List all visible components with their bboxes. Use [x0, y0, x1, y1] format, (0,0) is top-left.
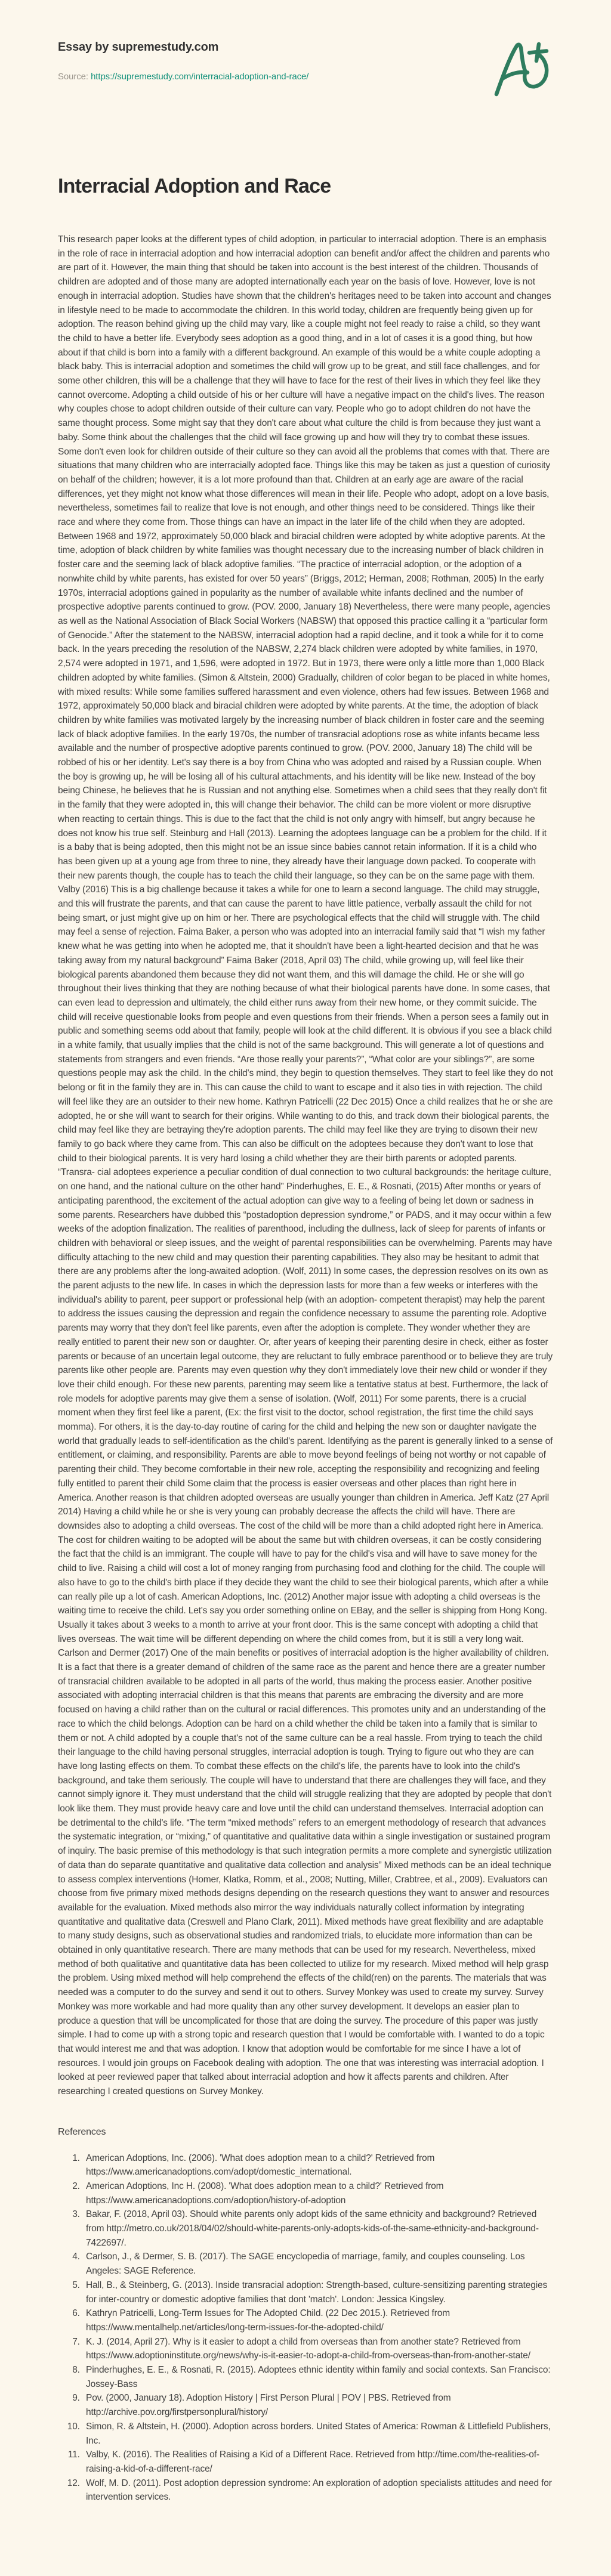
source-line: [58, 72, 553, 82]
source-url-link[interactable]: https://supremestudy.com/interracial-adoption-and-race/: [91, 72, 309, 82]
reference-item: 10. Simon, R. & Altstein, H. (2000). Adoption across borders. United States of America: Rowman & Littlefield Publishers, Inc.: [82, 2420, 553, 2448]
reference-item: 3. Bakar, F. (2018, April 03). Should white parents only adopt kids of the same ethnicity and background? Retrieved from http://metro.co.uk/2018/04/02/should-white-parents-only-adopts-kids-of-the-same-ethnicity-and-background-7422697/.: [82, 2207, 553, 2250]
reference-item: 11. Valby, K. (2016). The Realities of Raising a Kid of a Different Race. Retrieved from http://time.com/the-realities-of-raising-a-kid-of-a-different-race/: [82, 2448, 553, 2476]
page-header: [58, 0, 553, 82]
reference-item: 9. Pov. (2000, January 18). Adoption History | First Person Plural | POV | PBS. Retrieved from http://archive.pov.org/firstpersonplural/history/: [82, 2391, 553, 2419]
reference-item: 12. Wolf, M. D. (2011). Post adoption depression syndrome: An exploration of adoption specialists attitudes and need for intervention services.: [82, 2476, 553, 2504]
site-title: Essay by supremestudy.com: [58, 41, 219, 54]
references-heading: References: [58, 2126, 106, 2137]
reference-item: 5. Hall, B., & Steinberg, G. (2013). Inside transracial adoption: Strength-based, culture-sensitizing parenting strategies for inter-country or domestic adoptive families that dont 'match'. London: Jessica Kingsley.: [82, 2278, 553, 2306]
reference-item: 2. American Adoptions, Inc H. (2008). 'What does adoption mean to a child?' Retrieved from https://www.americanadoptions.com/adoption/history-of-adoption: [82, 2179, 553, 2207]
reference-item: 6. Kathryn Patricelli, Long-Term Issues for The Adopted Child. (22 Dec 2015.). Retrieved from https://www.mentalhelp.net/articles/long-term-issues-for-the-adopted-child/: [82, 2306, 553, 2334]
article-body: This research paper looks at the different types of child adoption, in particular to interracial adoption. There is an emphasis in the role of race in interracial adoption and how interracial adoption can benefit and/or affect the children and parents who are part of it. However, the main thing that should be taken into account is the best interest of the children. Thousands of children are adopted and of those many are adopted internationally each year on the basis of love. However, love is not enough in interracial adoption. Studies have shown that the children's heritages need to be taken into account and changes in lifestyle need to be made to accommodate the children. In this world today, children are frequently being given up for adoption. The reason behind giving up the child may vary, like a couple might not feel ready to raise a child, so they want the child to have a better life. Everybody sees adoption as a good thing, and in a lot of cases it is a good thing, but how about if that child is born into a family with a different background. An example of this would be a white couple adopting a black baby. This is interracial adoption and sometimes the child will grow up to be great, and still face challenges, and for some other children, this will be a challenge that they will have to face for the rest of their lives in which they feel like they cannot overcome. Adopting a child outside of his or her culture will have a negative impact on the child's lives. The reason why couples chose to adopt children outside of their culture can vary. People who go to adopt children do not have the same thought process. Some might say that they don't care about what culture the child is from because they just want a baby. Some think about the challenges that the child will face growing up and how will they try to combat these issues. Some don't even look for children outside of their culture so they can avoid all the problems that comes with that. There are situations that many children who are interracially adopted face. Things like this may be taken as just a question of curiosity on behalf of the children; however, it is a lot more profound than that. Children at an early age are aware of the racial differences, yet they might not know what those differences will mean in their life. People who adopt, adopt on a love basis, nevertheless, sometimes fail to realize that love is not enough, and other things need to be considered. Things like their race and where they come from. Those things can have an impact in the later life of the child when they are adopted. Between 1968 and 1972, approximately 50,000 black and biracial children were adopted by white adoptive parents. At the time, adoption of black children by white families was thought necessary due to the increasing number of black children in foster care and the seeming lack of black adoptive families. “The practice of interracial adoption, or the adoption of a nonwhite child by white parents, has existed for over 50 years” (Briggs, 2012; Herman, 2008; Rothman, 2005) In the early 1970s, interracial adoptions gained in popularity as the number of available white infants declined and the number of prospective adoptive parents continued to grow. (POV. 2000, January 18) Nevertheless, there were many people, agencies as well as the National Association of Black Social Workers (NABSW) that opposed this practice calling it a “particular form of Genocide.” After the statement to the NABSW, interracial adoption had a rapid decline, and it took a while for it to come back. In the years preceding the resolution of the NABSW, 2,274 black children were adopted by white families, in 1970, 2,574 were adopted in 1971, and 1,596, were adopted in 1972. But in 1973, there were only a little more than 1,000 Black children adopted by white families. (Simon & Altstein, 2000) Gradually, children of color began to be placed in white homes, with mixed results: While some families suffered harassment and even violence, others had few issues. Between 1968 and 1972, approximately 50,000 black and biracial children were adopted by white parents. At the time, the adoption of black children by white families was motivated largely by the increasing number of black children in foster care and the seeming lack of black adoptive families. In the early 1970s, the number of transracial adoptions rose as white infants became less available and the number of prospective adoptive parents continued to grow. (POV. 2000, January 18) The child will be robbed of his or her identity. Let's say there is a boy from China who was adopted and raised by a Russian couple. When the boy is growing up, he will be losing all of his cultural attachments, and his identity will be like new. Instead of the boy being Chinese, he believes that he is Russian and not anything else. Sometimes when a child sees that they really don't fit in the family that they were adopted in, this will change their behavior. The child can be more violent or more disruptive when reacting to certain things. This is due to the fact that the child is not only angry with himself, but angry because he does not know his true self. Steinburg and Hall (2013). Learning the adoptees language can be a problem for the child. If it is a baby that is being adopted, then this might not be an issue since babies cannot retain information. If it is a child who has been given up at a young age from three to nine, they already have their language down packed. To cooperate with their new parents though, the couple has to teach the child their language, so they can be on the same page with them. Valby (2016) This is a big challenge because it takes a while for one to learn a second language. The child may struggle, and this will frustrate the parents, and that can cause the parent to have little patience, verbally assault the child for not being smart, or just might give up on him or her. There are psychological effects that the child will struggle with. The child may feel a sense of rejection. Faima Baker, a person who was adopted into an interracial family said that “I wish my father knew what he was getting into when he adopted me, that it shouldn't have been a light-hearted decision and that he was taking away from my natural background” Faima Baker (2018, April 03) The child, while growing up, will feel like their biological parents abandoned them because they did not want them, and this will damage the child. He or she will go throughout their lives thinking that they are nothing because of what their biological parents have done. In some cases, that can even lead to depression and ultimately, the child either runs away from their new home, or they commit suicide. The child will receive questionable looks from people and even questions from their friends. When a person sees a family out in public and something seems odd about that family, people will look at the child different. It is obvious if you see a black child in a white family, that usually implies that the child is not of the same background. This will generate a lot of questions and statements from strangers and even friends. “Are those really your parents?”, “What color are your siblings?”, are some questions people may ask the child. In the child's mind, they begin to question themselves. They start to feel like they do not belong or fit in the family they are in. This can cause the child to want to escape and it also ties in with rejection. The child will feel like they are an outsider to their new home. Kathryn Patricelli (22 Dec 2015) Once a child realizes that he or she are adopted, he or she will want to search for their origins. While wanting to do this, and track down their biological parents, the child may feel like they are betraying they're adoption parents. The child may feel like they are trying to disown their new family to go back where they came from. This can also be difficult on the adoptees because they don't want to lose that child to their biological parents. It is very hard losing a child whether they are their birth parents or adopted parents. “Transra- cial adoptees experience a peculiar condition of dual connection to two cultural backgrounds: the heritage culture, on one hand, and the national culture on the other hand” Pinderhughes, E. E., & Rosnati, (2015) After months or years of anticipating parenthood, the excitement of the actual adoption can give way to a feeling of being let down or sadness in some parents. Researchers have dubbed this “postadoption depression syndrome,” or PADS, and it may occur within a few weeks of the adoption finalization. The realities of parenthood, including the dullness, lack of sleep for parents of infants or children with behavioral or sleep issues, and the weight of parental responsibilities can be overwhelming. Parents may have difficulty attaching to the new child and may question their parenting capabilities. They also may be hesitant to admit that there are any problems after the long-awaited adoption. (Wolf, 2011) In some cases, the depression resolves on its own as the parent adjusts to the new life. In cases in which the depression lasts for more than a few weeks or interferes with the individual's ability to parent, peer support or professional help (with an adoption- competent therapist) may help the parent to address the issues causing the depression and regain the confidence necessary to assume the parenting role. Adoptive parents may worry that they don't feel like parents, even after the adoption is complete. They wonder whether they are really entitled to parent their new son or daughter. Or, after years of keeping their parenting desire in check, either as foster parents or because of an uncertain legal outcome, they are reluctant to fully embrace parenthood or to believe they are truly parents like other people are. Parents may even question why they don't immediately love their new child or wonder if they love their child enough. For these new parents, parenting may seem like a tentative status at best. Furthermore, the lack of role models for adoptive parents may give them a sense of isolation. (Wolf, 2011) For some parents, there is a crucial moment when they first feel like a parent, (Ex: the first visit to the doctor, school registration, the first time the child says momma). For others, it is the day-to-day routine of caring for the child and helping the new son or daughter navigate the world that gradually leads to self-identification as the child's parent. Identifying as the parent is generally linked to a sense of entitlement, or claiming, and responsibility. Parents are able to move beyond feelings of being not worthy or not capable of parenting their child. They become comfortable in their new role, accepting the responsibility and recognizing and feeling fully entitled to parent their child Some claim that the process is easier overseas and other places than right here in America. Another reason is that children adopted overseas are usually younger than children in America. Jeff Katz (27 April 2014) Having a child while he or she is very young can probably decrease the affects the child will have. There are downsides also to adopting a child overseas. The cost of the child will be more than a child adopted right here in America. The cost for children waiting to be adopted will be about the same but with children overseas, it can be costly considering the fact that the child is an immigrant. The couple will have to pay for the child's visa and will have to save money for the child to live. Raising a child will cost a lot of money ranging from purchasing food and clothing for the child. The couple will also have to go to the child's birth place if they decide they want the child to see their biological parents, which after a while can really pile up a lot of cash. American Adoptions, Inc. (2012) Another major issue with adopting a child overseas is the waiting time to receive the child. Let's say you order something online on EBay, and the seller is shipping from Hong Kong. Usually it takes about 3 weeks to a month to arrive at your front door. This is the same concept with adopting a child that lives overseas. The wait time will be different depending on where the child comes from, but it is still a very long wait. Carlson and Dermer (2017) One of the main benefits or positives of interracial adoption is the higher availability of children. It is a fact that there is a greater demand of children of the same race as the parent and hence there are a greater number of transracial children available to be adopted in all parts of the world, thus making the process easier. Another positive associated with adopting interracial children is that this means that parents are embracing the diversity and are more focused on having a child rather than on the cultural or racial differences. This promotes unity and an understanding of the race to which the child belongs. Adoption can be hard on a child whether the child be taken into a family that is similar to them or not. A child adopted by a couple that's not of the same culture can be a real hassle. From trying to teach the child their language to the child having personal struggles, interracial adoption is tough. Trying to figure out who they are can have long lasting effects on them. To combat these effects on the child's life, the parents have to look into the child's background, and take them seriously. The couple will have to understand that there are challenges they will face, and they cannot simply ignore it. They must understand that the child will struggle realizing that they are adopted by people that don't look like them. They must provide heavy care and love until the child can understand themselves. Interracial adoption can be detrimental to the child's life. “The term “mixed methods” refers to an emergent methodology of research that advances the systematic integration, or “mixing,” of quantitative and qualitative data within a single investigation or sustained program of inquiry. The basic premise of this methodology is that such integration permits a more complete and synergistic utilization of data than do separate quantitative and qualitative data collection and analysis” Mixed methods can be an ideal technique to assess complex interventions (Homer, Klatka, Romm, et al., 2008; Nutting, Miller, Crabtree, et al., 2009). Evaluators can choose from five primary mixed methods designs depending on the research questions they want to answer and resources available for the evaluation. Mixed methods also mirror the way individuals naturally collect information by integrating quantitative and qualitative data (Creswell and Plano Clark, 2011). Mixed methods have great flexibility and are adaptable to many study designs, such as observational studies and randomized trials, to elucidate more information than can be obtained in only quantitative research. There are many methods that can be used for my research. Nevertheless, mixed method of both qualitative and quantitative data has been collected to utilize for my research. Mixed method will help grasp the problem. Using mixed method will help comprehend the effects of the child(ren) on the parents. The materials that was needed was a computer to do the survey and send it out to others. Survey Monkey was used to create my survey. Survey Monkey was more workable and had more quality than any other survey development. It develops an easier plan to produce a question that will be uncomplicated for those that are doing the survey. The procedure of this paper was justly simple. I had to come up with a strong topic and research question that I would be comfortable with. I wanted to do a topic that would interest me and that was adoption. I know that adoption would be comfortable for me since I have a lot of resources. I would join groups on Facebook dealing with adoption. The one that was interesting was interracial adoption. I looked at peer reviewed paper that talked about interracial adoption and how it affects parents and children. After researching I created questions on Survey Monkey.: [58, 234, 553, 2097]
reference-item: 4. Carlson, J., & Dermer, S. B. (2017). The SAGE encyclopedia of marriage, family, and couples counseling. Los Angeles: SAGE Reference.: [82, 2250, 553, 2278]
references-list: [58, 2151, 553, 2505]
reference-item: 8. Pinderhughes, E. E., & Rosnati, R. (2015). Adoptees ethnic identity within family and social contexts. San Francisco: Jossey-Bass: [82, 2363, 553, 2391]
source-label: Source:: [58, 72, 91, 82]
reference-item: 7. K. J. (2014, April 27). Why is it easier to adopt a child from overseas than from another state? Retrieved from https://www.adoptioninstitute.org/news/why-is-it-easier-to-adopt-a-child-from-overseas-than-from-another-state/: [82, 2335, 553, 2363]
article-title: Interracial Adoption and Race: [58, 175, 331, 197]
reference-item: 1. American Adoptions, Inc. (2006). 'What does adoption mean to a child?' Retrieved from https://www.americanadoptions.com/adopt/domestic_international.: [82, 2151, 553, 2179]
a-plus-logo-icon: [492, 39, 553, 97]
